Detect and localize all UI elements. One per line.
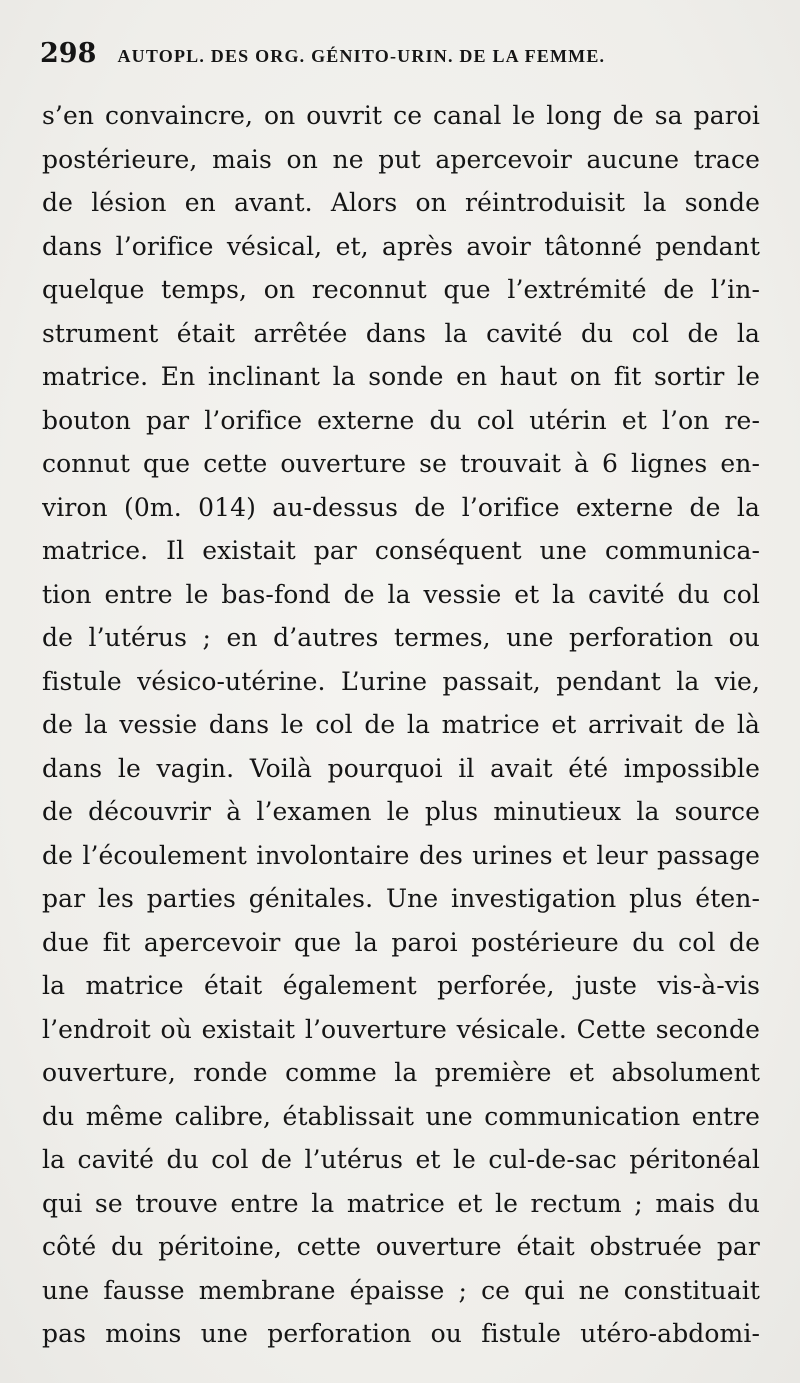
text-line: strument était arrêtée dans la cavité du col de la [42,318,760,348]
text-line: ouverture, ronde comme la première et absolument [42,1058,760,1087]
text-line: de lésion en avant. Alors on réintroduisit la sonde [42,188,760,217]
text-line: par les parties génitales. Une investigation plus éten- [42,884,760,913]
text-line: de découvrir à l’examen le plus minutieux la source [42,797,760,826]
text-line: une fausse membrane épaisse ; ce qui ne constituait [42,1275,760,1305]
text-line: du même calibre, établissait une communication entre [42,1101,760,1131]
text-line: viron (0m. 014) au-dessus de l’orifice externe de la [42,492,760,522]
text-line: postérieure, mais on ne put apercevoir aucune trace [42,144,760,174]
text-line: qui se trouve entre la matrice et le rectum ; mais du [42,1188,760,1218]
text-line: la cavité du col de l’utérus et le cul-de-sac péritonéal [42,1145,760,1174]
text-line: de l’utérus ; en d’autres termes, une perforation ou [42,623,760,652]
page-number: 298 [40,38,97,69]
text-line: quelque temps, on reconnut que l’extrémité de l’in- [42,275,760,304]
text-line: côté du péritoine, cette ouverture était obstruée par [42,1232,760,1261]
text-line: matrice. Il existait par conséquent une communica- [42,536,760,565]
page-header [40,38,780,78]
running-head: AUTOPL. DES ORG. GÉNITO-URIN. DE LA FEMME. [117,46,606,66]
text-line: de l’écoulement involontaire des urines et leur passage [42,840,760,870]
text-line: dans le vagin. Voilà pourquoi il avait été impossible [42,753,760,783]
text-line: bouton par l’orifice externe du col utérin et l’on re- [42,405,760,435]
text-line: dans l’orifice vésical, et, après avoir tâtonné pendant [42,231,760,261]
text-line: matrice. En inclinant la sonde en haut on fit sortir le [42,362,760,391]
text-line: de la vessie dans le col de la matrice et arrivait de là [42,710,760,739]
body-text [42,94,760,1356]
text-line: pas moins une perforation ou fistule utéro-abdomi- [42,1319,760,1348]
text-line: tion entre le bas-fond de la vessie et la cavité du col [42,579,760,609]
text-line: due fit apercevoir que la paroi postérieure du col de [42,927,760,957]
text-line: fistule vésico-utérine. L’urine passait, pendant la vie, [42,666,760,696]
text-line: s’en convaincre, on ouvrit ce canal le long de sa paroi [42,101,760,130]
text-line: la matrice était également perforée, juste vis-à-vis [42,971,760,1000]
text-line: connut que cette ouverture se trouvait à 6 lignes en- [42,449,760,478]
text-line: l’endroit où existait l’ouverture vésicale. Cette seconde [42,1014,760,1044]
